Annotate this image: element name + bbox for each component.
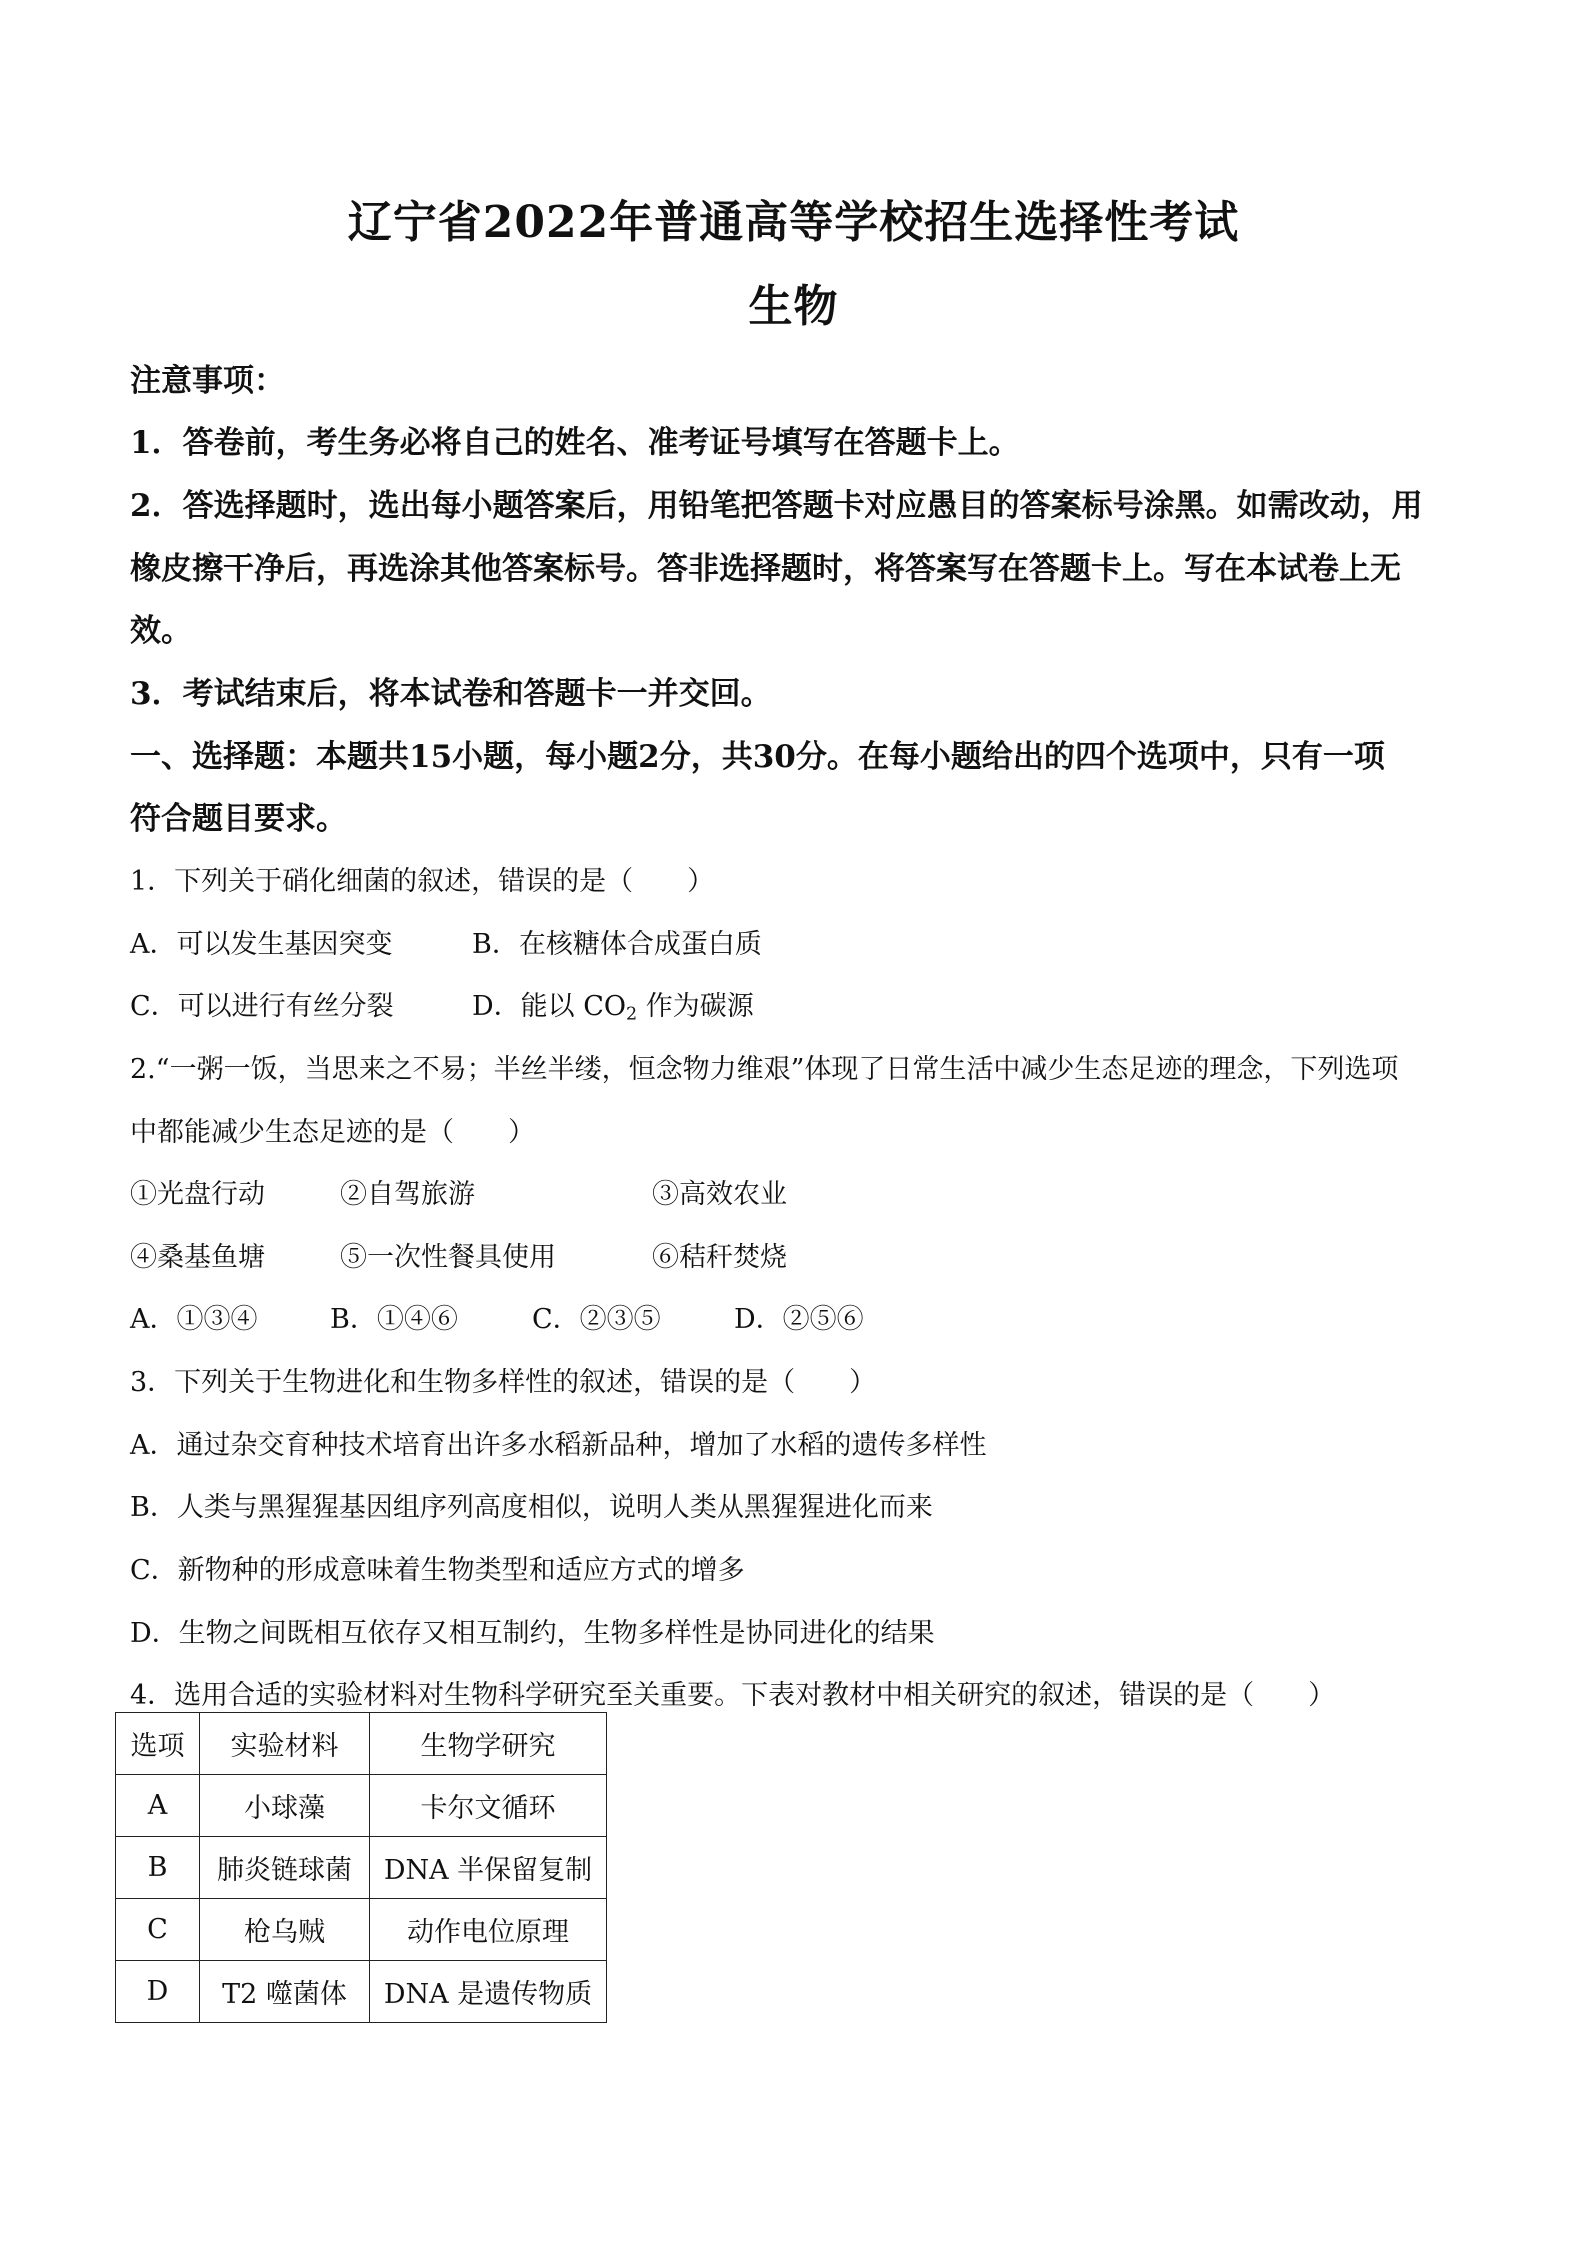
subject-title: 生物 xyxy=(748,281,839,332)
notice-item-3: 3．考试结束后，将本试卷和答题卡一并交回。 xyxy=(130,676,772,712)
table-cell: T2 噬菌体 xyxy=(200,1961,370,2023)
table-cell: 动作电位原理 xyxy=(370,1899,607,1961)
table-cell: A xyxy=(116,1775,200,1837)
table-row xyxy=(116,1775,607,1837)
table-header: 实验材料 xyxy=(200,1713,370,1775)
q1-option-b: B．在核糖体合成蛋白质 xyxy=(472,929,762,960)
notice-item-1: 1．答卷前，考生务必将自己的姓名、准考证号填写在答题卡上。 xyxy=(130,425,1020,461)
notice-heading: 注意事项： xyxy=(130,363,285,399)
table-header-row xyxy=(116,1713,607,1775)
table-cell: 肺炎链球菌 xyxy=(200,1837,370,1899)
table-row xyxy=(116,1961,607,2023)
q1-stem: 1．下列关于硝化细菌的叙述，错误的是（ ） xyxy=(130,866,715,897)
q3-option-d: D．生物之间既相互依存又相互制约，生物多样性是协同进化的结果 xyxy=(130,1618,935,1649)
q2-item: ⑤一次性餐具使用 xyxy=(340,1242,556,1273)
table-cell: DNA 半保留复制 xyxy=(370,1837,607,1899)
q2-item: ①光盘行动 xyxy=(130,1179,265,1210)
q1-option-d: D．能以 $CO_2$ 作为碳源 xyxy=(472,991,754,1025)
q2-item: ③高效农业 xyxy=(652,1179,787,1210)
table-cell: 枪乌贼 xyxy=(200,1899,370,1961)
q2-item: ⑥秸秆焚烧 xyxy=(652,1242,787,1273)
q2-option-b: B．①④⑥ xyxy=(330,1304,458,1335)
table-header: 选项 xyxy=(116,1713,200,1775)
table-header: 生物学研究 xyxy=(370,1713,607,1775)
q2-option-c: C．②③⑤ xyxy=(532,1304,661,1335)
table-cell: D xyxy=(116,1961,200,2023)
section-heading-cont: 符合题目要求。 xyxy=(130,801,347,837)
q3-option-a: A．通过杂交育种技术培育出许多水稻新品种，增加了水稻的遗传多样性 xyxy=(130,1430,987,1461)
q2-option-a: A．①③④ xyxy=(130,1304,258,1335)
table-cell: C xyxy=(116,1899,200,1961)
q3-stem: 3．下列关于生物进化和生物多样性的叙述，错误的是（ ） xyxy=(130,1367,877,1398)
q2-option-d: D．②⑤⑥ xyxy=(734,1304,864,1335)
table-cell: 小球藻 xyxy=(200,1775,370,1837)
table-row xyxy=(116,1899,607,1961)
q2-stem: 2.“一粥一饭，当思来之不易；半丝半缕，恒念物力维艰”体现了日常生活中减少生态足迹的理念，下列选项 xyxy=(130,1054,1399,1085)
q2-item: ④桑基鱼塘 xyxy=(130,1242,265,1273)
q3-option-c: C．新物种的形成意味着生物类型和适应方式的增多 xyxy=(130,1555,745,1586)
q1-option-c: C．可以进行有丝分裂 xyxy=(130,991,394,1022)
table-row xyxy=(116,1837,607,1899)
q4-stem: 4．选用合适的实验材料对生物科学研究至关重要。下表对教材中相关研究的叙述，错误的是（ ） xyxy=(130,1680,1336,1711)
notice-item-2-end: 效。 xyxy=(130,613,192,649)
table-cell: DNA 是遗传物质 xyxy=(370,1961,607,2023)
q3-option-b: B．人类与黑猩猩基因组序列高度相似，说明人类从黑猩猩进化而来 xyxy=(130,1492,933,1523)
notice-item-2-cont: 橡皮擦干净后，再选涂其他答案标号。答非选择题时，将答案写在答题卡上。写在本试卷上无 xyxy=(130,551,1401,587)
exam-title: 辽宁省2022年普通高等学校招生选择性考试 xyxy=(347,197,1240,248)
table-cell: 卡尔文循环 xyxy=(370,1775,607,1837)
notice-item-2: 2．答选择题时，选出每小题答案后，用铅笔把答题卡对应愚目的答案标号涂黑。如需改动，用 xyxy=(130,488,1423,524)
table-cell: B xyxy=(116,1837,200,1899)
section-heading: 一、选择题：本题共15小题，每小题2分，共30分。在每小题给出的四个选项中，只有一项 xyxy=(130,739,1385,775)
q2-item: ②自驾旅游 xyxy=(340,1179,475,1210)
q1-option-a: A．可以发生基因突变 xyxy=(130,929,393,960)
q2-stem-cont: 中都能减少生态足迹的是（ ） xyxy=(130,1117,535,1148)
q4-table xyxy=(115,1712,607,2023)
